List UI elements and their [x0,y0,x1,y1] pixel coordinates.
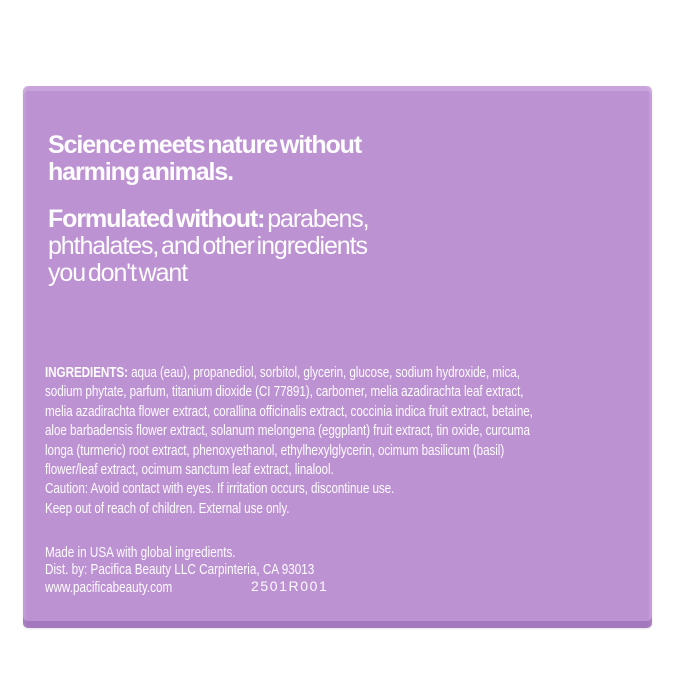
package-back-panel [23,86,652,628]
headline [48,132,361,186]
formulated-without-text [48,206,369,287]
ingredients-label: INGREDIENTS: [45,364,128,381]
ingredients-line: melia azadirachta flower extract, corallina officinalis extract, coccinia indica fruit extract, betaine, [45,402,533,420]
formulated-line [48,206,369,233]
distributor-line: Dist. by: Pacifica Beauty LLC Carpinteria, CA 93013 [45,561,315,579]
headline-line: harming animals. [48,158,234,186]
ingredients-line: flower/leaf extract, ocimum sanctum leaf extract, linalool. [45,461,334,479]
ingredients-line: aloe barbadensis flower extract, solanum melongena (eggplant) fruit extract, tin oxide, curcuma [45,422,530,440]
caution-line: Keep out of reach of children. External use only. [45,499,290,517]
ingredients-block [45,363,533,518]
headline-line: Science meets nature without [48,131,362,159]
ingredients-line: sodium phytate, parfum, titanium dioxide (CI 77891), carbomer, melia azadirachta leaf extract, [45,383,524,401]
formulated-without-label: Formulated without: [48,205,265,233]
website-line: www.pacificabeauty.com [45,578,173,596]
made-in-line: Made in USA with global ingredients. [45,544,236,561]
lot-code: 2501R001 [251,578,329,594]
formulated-line-rest: parabens, [264,205,369,233]
ingredients-line: longa (turmeric) root extract, phenoxyethanol, ethylhexylglycerin, ocimum basilicum (basil) [45,441,505,459]
caution-line: Caution: Avoid contact with eyes. If irritation occurs, discontinue use. [45,480,395,498]
formulated-line: you don't want [48,259,188,287]
ingredients-line-rest: aqua (eau), propanediol, sorbitol, glycerin, glucose, sodium hydroxide, mica, [127,364,520,381]
ingredients-line [45,363,533,382]
formulated-line: phthalates, and other ingredients [48,232,367,260]
